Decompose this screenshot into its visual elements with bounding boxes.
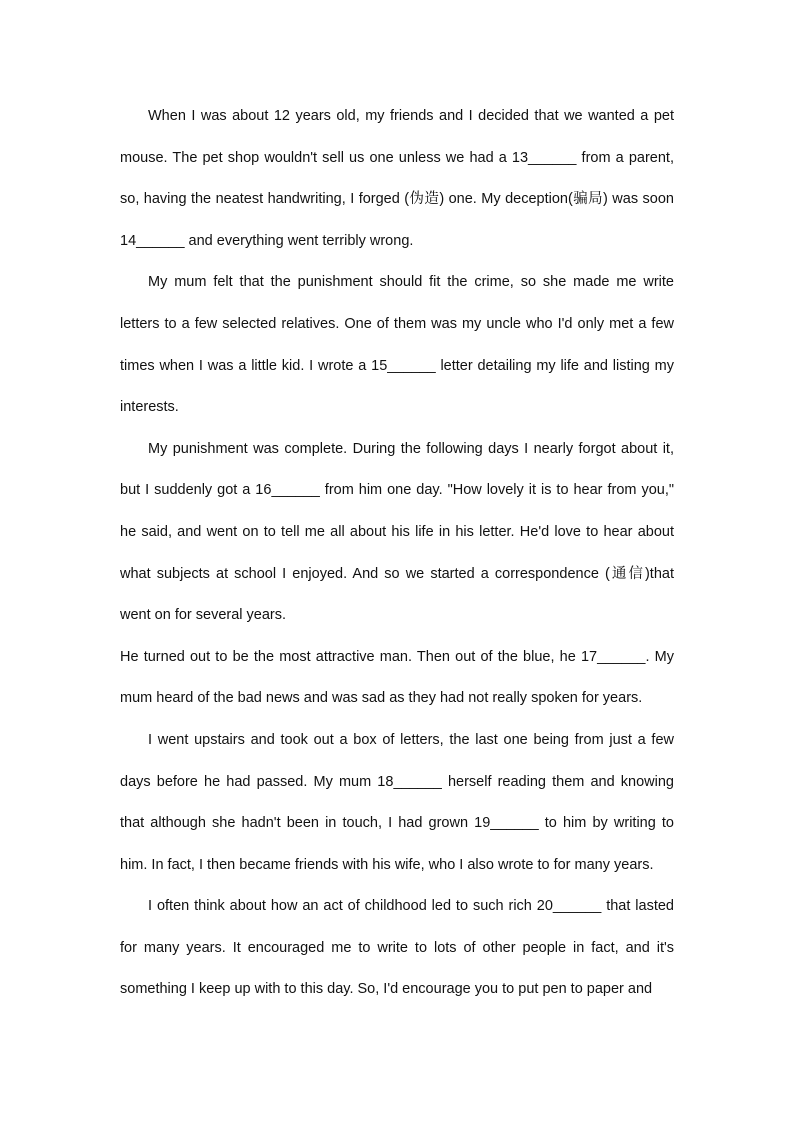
paragraph-4: He turned out to be the most attractive man. Then out of the blue, he 17______. My mum heard of the bad news and was sad as they had not really spoken for years.: [120, 648, 674, 707]
paragraph-2: My mum felt that the punishment should fit the crime, so she made me write letters to a few selected relatives. One of them was my uncle who I'd only met a few times when I was a little kid. I wrote a 15______ letter detailing my life and listing my interests.: [120, 274, 674, 416]
paragraph-1: When I was about 12 years old, my friends and I decided that we wanted a pet mouse. The pet shop wouldn't sell us one unless we had a 13______ from a parent, so, having the neatest handwriting, I forged (伪造) one. My deception(骗局) was soon 14______ and everything went terribly wrong.: [120, 108, 674, 249]
passage-text: [120, 96, 674, 1011]
paragraph-6: I often think about how an act of childhood led to such rich 20______ that lasted for many years. It encouraged me to write to lots of other people in fact, and it's something I keep up with to this day. So, I'd encourage you to put pen to paper and: [120, 898, 674, 998]
paragraph-3: My punishment was complete. During the following days I nearly forgot about it, but I suddenly got a 16______ from him one day. "How lovely it is to hear from you," he said, and went on to tell me all about his life in his letter. He'd love to hear about what subjects at school I enjoyed. And so we started a correspondence (通信)that went on for several years.: [120, 440, 674, 624]
paragraph-5: I went upstairs and took out a box of letters, the last one being from just a few days before he had passed. My mum 18______ herself reading them and knowing that although she hadn't been in touch, I had grown 19______ to him by writing to him. In fact, I then became friends with his wife, who I also wrote to for many years.: [120, 731, 674, 873]
